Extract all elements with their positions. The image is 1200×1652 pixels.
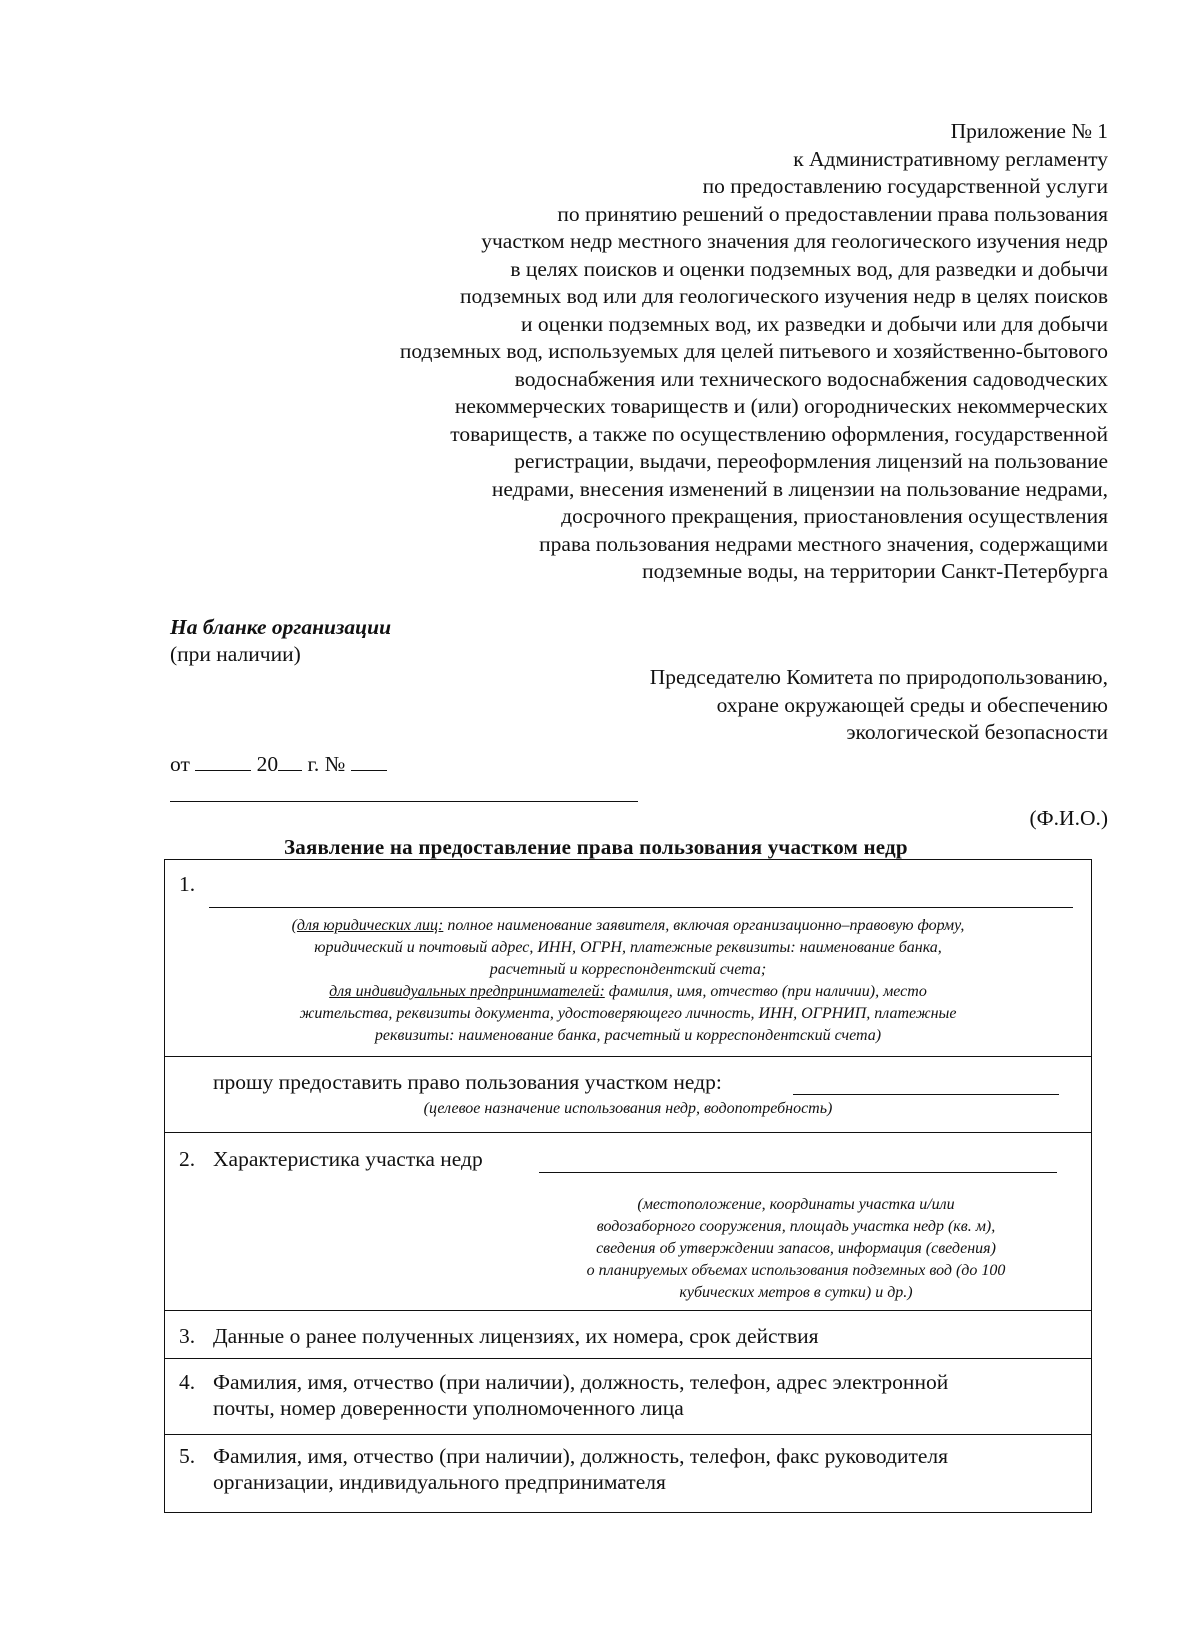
row-divider bbox=[165, 1310, 1091, 1311]
letterhead-condition: (при наличии) bbox=[170, 642, 301, 666]
hint-paren: ( bbox=[291, 917, 297, 934]
entrepreneur-label: для индивидуальных предпринимателей: bbox=[329, 983, 605, 1000]
letterhead-note bbox=[170, 614, 391, 668]
header-line: регистрации, выдачи, переоформления лицензий на пользование bbox=[514, 449, 1108, 473]
number-field[interactable] bbox=[351, 752, 387, 771]
legal-entity-line2: юридический и почтовый адрес, ИНН, ОГРН, платежные реквизиты: наименование банка, bbox=[314, 939, 942, 956]
date-number-line bbox=[170, 752, 387, 777]
request-text: прошу предоставить право пользования участком недр: bbox=[213, 1070, 722, 1094]
section-2-hint-line: водозаборного сооружения, площадь участка недр (кв. м), bbox=[596, 1218, 996, 1235]
header-line: недрами, внесения изменений в лицензии на пользование недрами, bbox=[491, 476, 1108, 501]
header-line: к Административному регламенту bbox=[793, 146, 1108, 171]
date-field[interactable] bbox=[195, 752, 251, 771]
applicant-name-field[interactable] bbox=[209, 907, 1073, 908]
row-divider bbox=[165, 1132, 1091, 1133]
entrepreneur-line3: реквизиты: наименование банка, расчетный и корреспондентский счета) bbox=[374, 1027, 882, 1044]
header-line: по предоставлению государственной услуги bbox=[702, 174, 1108, 198]
section-5-line1: Фамилия, имя, отчество (при наличии), должность, телефон, факс руководителя bbox=[213, 1444, 949, 1468]
section-3-number: 3. bbox=[179, 1324, 196, 1348]
section-2-hint-line: о планируемых объемах использования подземных вод (до 100 bbox=[586, 1262, 1006, 1279]
addressee-fio: (Ф.И.О.) bbox=[1029, 806, 1108, 830]
section-2-hint-line: сведения об утверждении запасов, информация (сведения) bbox=[596, 1240, 996, 1257]
header-line: некоммерческих товариществ и (или) огороднических некоммерческих bbox=[454, 394, 1108, 418]
legal-entity-text: полное наименование заявителя, включая организационно–правовую форму, bbox=[443, 917, 965, 934]
section-3-text: Данные о ранее полученных лицензиях, их номера, срок действия bbox=[213, 1324, 819, 1348]
section-4-number: 4. bbox=[179, 1370, 196, 1394]
header-line: подземных вод, используемых для целей питьевого и хозяйственно-бытового bbox=[399, 339, 1108, 363]
header-line: подземные воды, на территории Санкт-Петербурга bbox=[642, 559, 1108, 583]
section-5-number: 5. bbox=[179, 1444, 196, 1468]
row-divider bbox=[165, 1434, 1091, 1435]
entrepreneur-text: фамилия, имя, отчество (при наличии), место bbox=[604, 983, 927, 1000]
section-5-line2: организации, индивидуального предпринимателя bbox=[213, 1470, 666, 1494]
request-hint bbox=[165, 1098, 1091, 1120]
header-line: Приложение № 1 bbox=[950, 119, 1108, 143]
header-line: и оценки подземных вод, их разведки и добычи или для добычи bbox=[521, 311, 1108, 336]
section-2-hint bbox=[531, 1194, 1061, 1304]
outgoing-signature-line[interactable] bbox=[170, 801, 638, 802]
header-line: товариществ, а также по осуществлению оформления, государственной bbox=[450, 421, 1108, 446]
addressee-line: охране окружающей среды и обеспечению bbox=[716, 692, 1108, 717]
form-title: Заявление на предоставление права пользования участком недр bbox=[284, 835, 908, 859]
subsoil-purpose-field[interactable] bbox=[793, 1094, 1059, 1095]
header-line: досрочного прекращения, приостановления осуществления bbox=[561, 504, 1108, 528]
section-2-number: 2. bbox=[179, 1147, 196, 1171]
row-divider bbox=[165, 1358, 1091, 1359]
section-1-number: 1. bbox=[179, 872, 196, 896]
section-2-hint-line: кубических метров в сутки) и др.) bbox=[679, 1284, 913, 1301]
header-line: водоснабжения или технического водоснабжения садоводческих bbox=[514, 366, 1108, 391]
legal-entity-line3: расчетный и корреспондентский счета; bbox=[489, 961, 767, 978]
header-line: по принятию решений о предоставлении права пользования bbox=[557, 201, 1108, 226]
addressee-line: Председателю Комитета по природопользованию, bbox=[649, 665, 1108, 689]
section-4-line2: почты, номер доверенности уполномоченного лица bbox=[213, 1396, 684, 1420]
entrepreneur-line2: жительства, реквизиты документа, удостоверяющего личность, ИНН, ОГРНИП, платежные bbox=[299, 1005, 957, 1022]
year-field[interactable] bbox=[278, 752, 302, 771]
year-label: 20 bbox=[256, 752, 279, 776]
legal-entity-label: для юридических лиц: bbox=[296, 917, 444, 934]
row-divider bbox=[165, 1056, 1091, 1057]
section-1-hint bbox=[165, 915, 1091, 1047]
site-characteristics-field[interactable] bbox=[539, 1172, 1057, 1173]
letterhead-title: На бланке организации bbox=[170, 615, 392, 639]
header-line: в целях поисков и оценки подземных вод, для разведки и добычи bbox=[510, 256, 1108, 281]
application-form bbox=[164, 859, 1092, 1513]
section-4-line1: Фамилия, имя, отчество (при наличии), должность, телефон, адрес электронной bbox=[213, 1370, 949, 1394]
section-2-label: Характеристика участка недр bbox=[213, 1147, 483, 1171]
header-line: участком недр местного значения для геологического изучения недр bbox=[481, 229, 1108, 253]
number-label: г. № bbox=[307, 752, 346, 776]
section-2-hint-line: (местоположение, координаты участка и/или bbox=[637, 1196, 955, 1213]
header-line: подземных вод или для геологического изучения недр в целях поисков bbox=[460, 284, 1108, 308]
header-line: права пользования недрами местного значения, содержащими bbox=[539, 531, 1108, 556]
addressee-block bbox=[420, 664, 1108, 747]
addressee-line: экологической безопасности bbox=[846, 720, 1108, 744]
ot-label: от bbox=[170, 752, 190, 776]
appendix-header bbox=[200, 118, 1108, 586]
request-hint-text: (целевое назначение использования недр, водопотребность) bbox=[423, 1100, 833, 1117]
